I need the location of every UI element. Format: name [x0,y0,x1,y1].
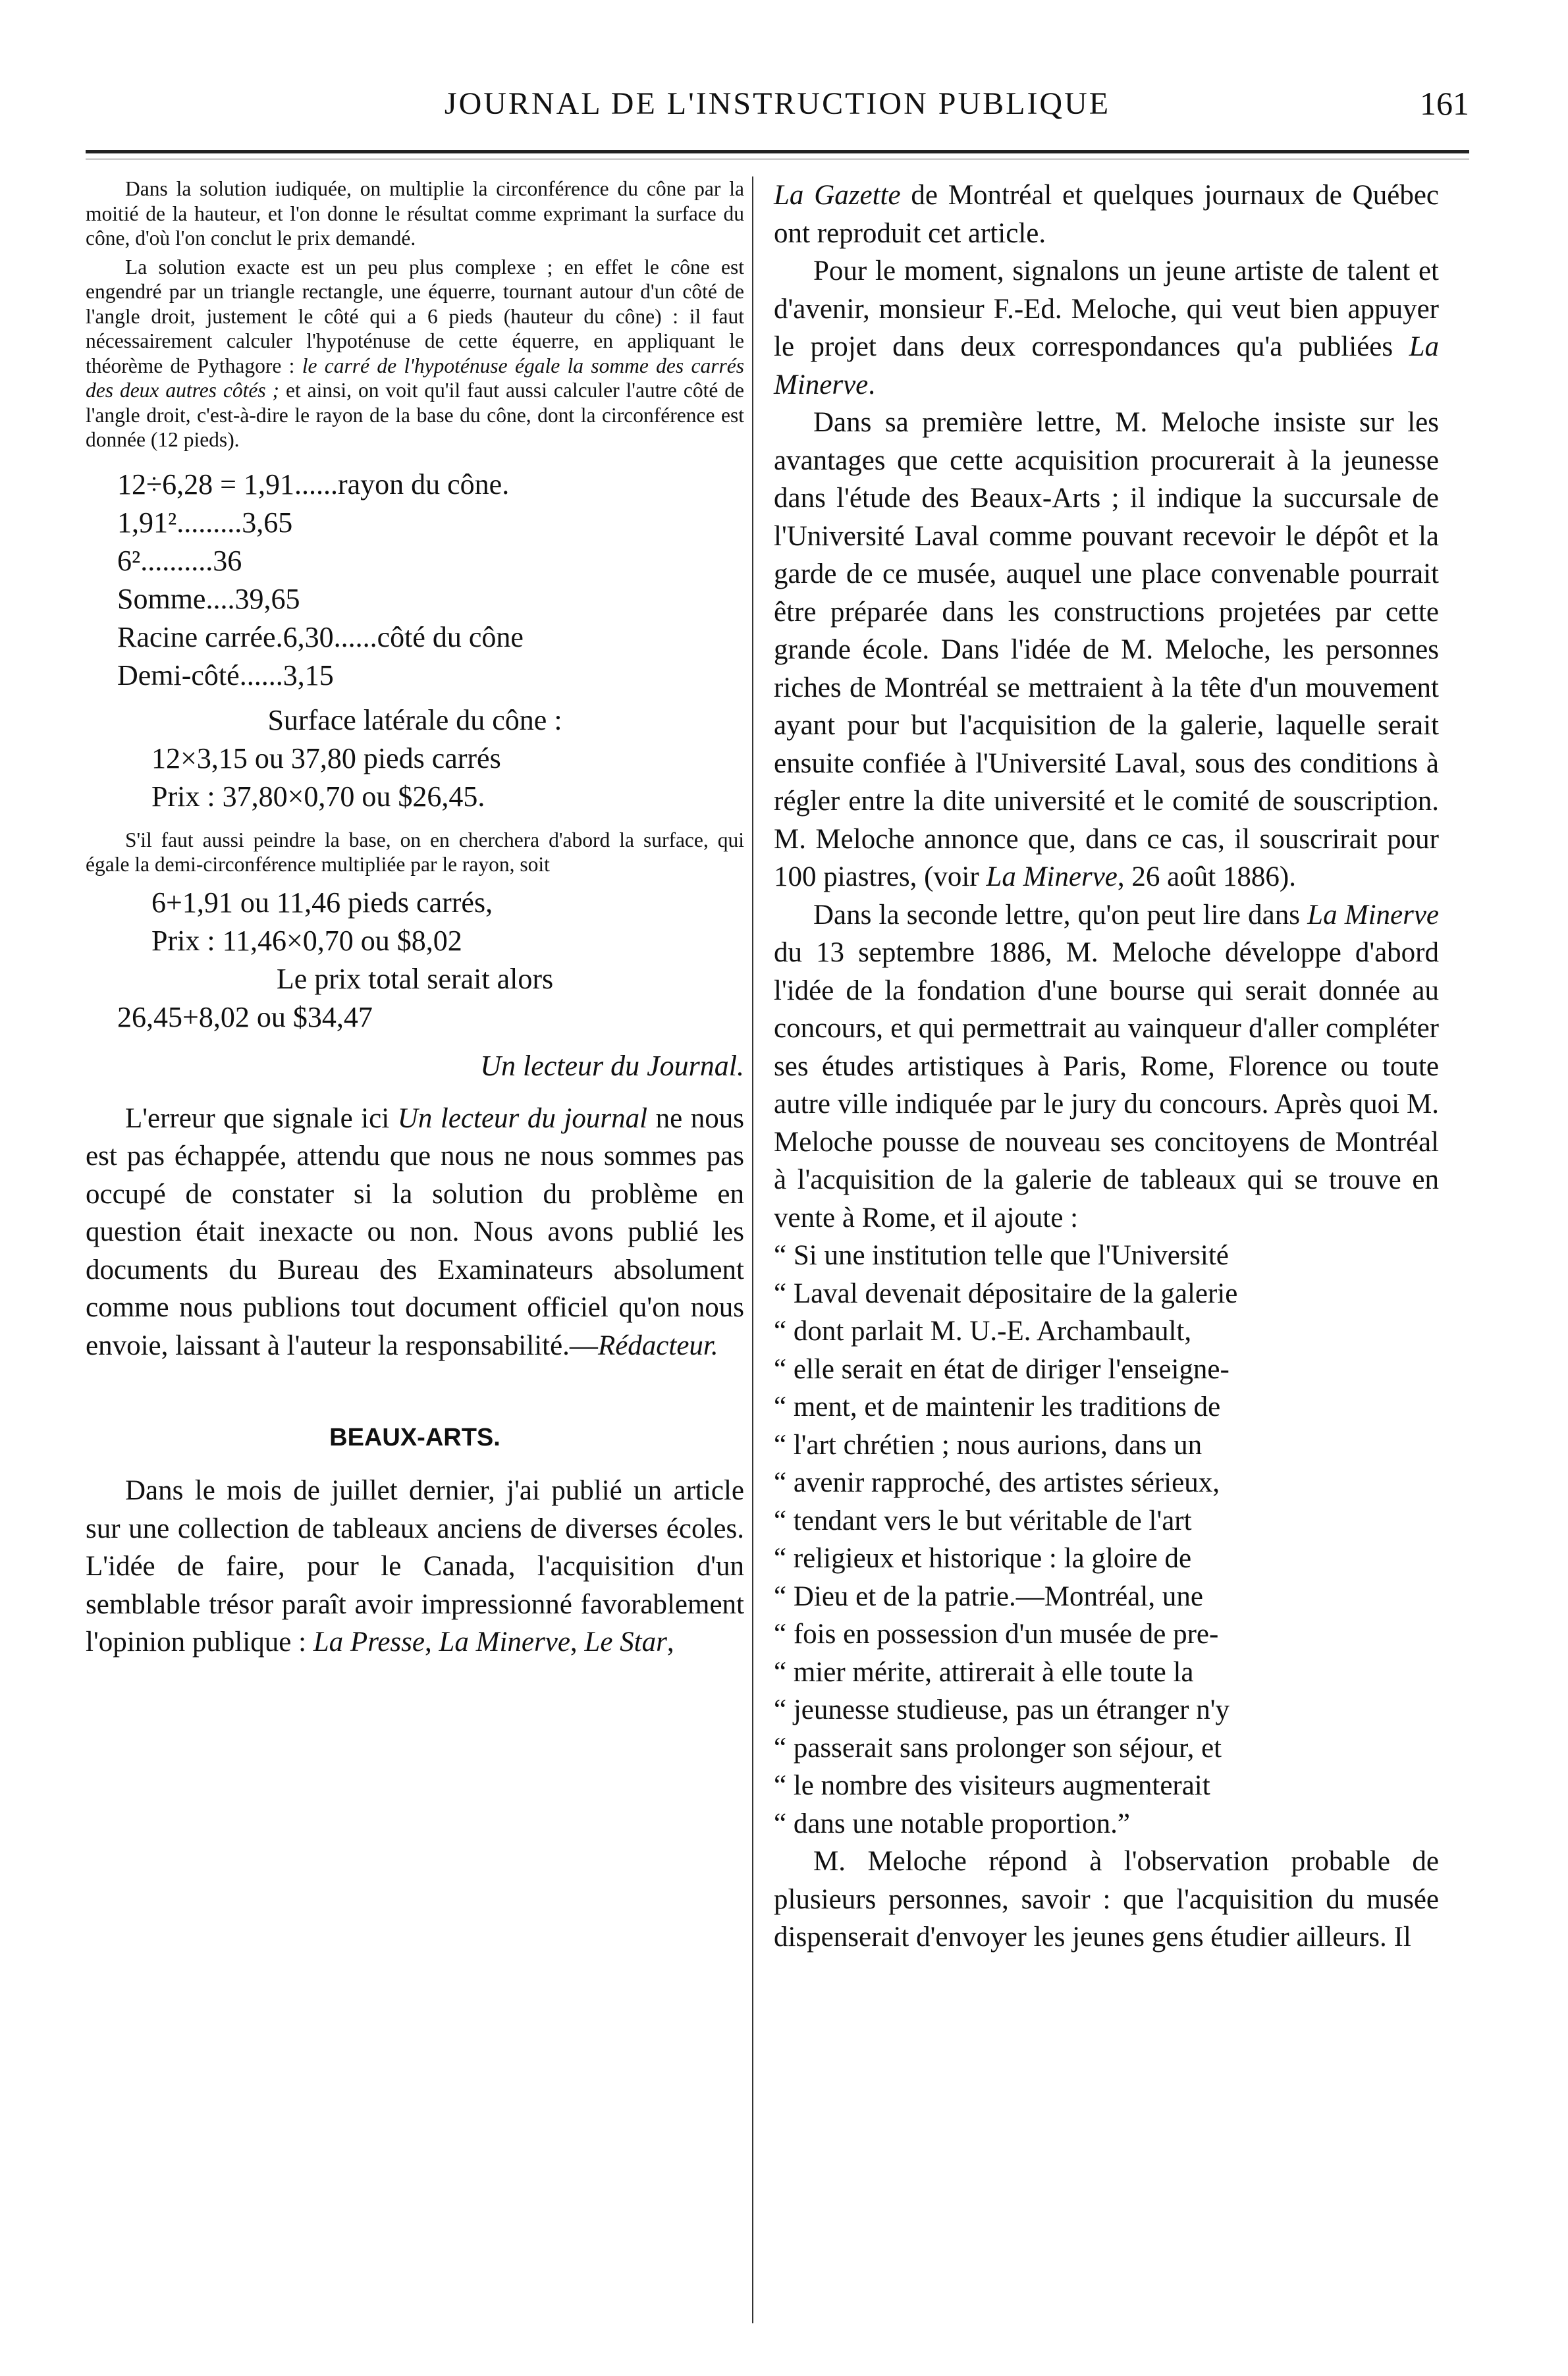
header-rule [86,150,1469,153]
quote-line: “ Laval devenait dépositaire de la galerie [774,1278,1238,1309]
quotation-block [774,1237,1439,1843]
first-letter-paragraph [774,404,1439,896]
calc-line: 1,91².........3,65 [117,506,293,539]
beaux-arts-paragraph [86,1472,744,1661]
base-paragraph: S'il faut aussi peindre la base, on en cherchera d'abord la surface, qui égale la demi-circonférence multipliée par le rayon, soit [86,828,744,876]
exact-solution-paragraph [86,255,744,452]
editor-note-text: L'erreur que signale ici [125,1102,398,1134]
left-column [86,176,744,1661]
separator: , [424,1627,439,1658]
newspaper-title: La Gazette [774,180,901,211]
separator: . [868,369,876,400]
newspaper-title: La Minerve [774,331,1439,400]
newspaper-title: La Minerve [986,861,1118,892]
calc-line: 6²..........36 [117,544,242,577]
surface-heading: Surface latérale du cône : [267,703,562,736]
section-heading: BEAUX-ARTS. [329,1424,500,1451]
calc-line: Demi-côté......3,15 [117,659,334,691]
artist-text: Pour le moment, signalons un jeune artiste de talent et d'avenir, monsieur F.-Ed. Meloche, qui veut bien appuyer le projet dans deux correspondances qu'a publiées [774,256,1439,362]
second-letter-continuation: du 13 septembre 1886, M. Meloche développe d'abord l'idée de la fondation d'une bourse qui serait donnée au concours, et qui permettrait au vainqueur d'aller compléter ses études artistiques à Paris, Rome, Florence ou toute autre ville indiquée par le jury du concours. Après quoi M. Meloche pousse de nouveau ses concitoyens de Montréal à l'acquisition de la galerie de tableaux qui se trouve en vente à Rome, et il ajoute : [774,937,1439,1233]
right-column [774,176,1439,1957]
calc-line: Prix : 37,80×0,70 ou $26,45. [151,780,485,813]
quote-line: “ mier mérite, attirerait à elle toute la [774,1656,1194,1688]
quote-line: “ elle serait en état de diriger l'enseigne- [774,1353,1230,1385]
reader-signature: Un lecteur du Journal. [480,1049,744,1082]
first-letter-text: Dans sa première lettre, M. Meloche insiste sur les avantages que cette acquisition procurerait à la jeunesse dans l'étude des Beaux-Arts ; il indique la succursale de l'Université Laval comme pouvant recevoir le dépôt et la garde de ce musée, auquel une place convenable pourrait être préparée dans les constructions projetées par cette grande école. Dans l'idée de M. Meloche, les personnes riches de Montréal se mettraient à la tête d'un mouvement ayant pour but l'acquisition de la galerie, laquelle serait ensuite confiée à l'Université Laval, sous des conditions à régler entre la dite université et le comité de souscription. M. Meloche annonce que, dans ce cas, il souscrirait pour 100 piastres, (voir [774,407,1439,892]
editor-note-citation: Un lecteur du journal [397,1102,648,1134]
calc-line: 12÷6,28 = 1,91......rayon du cône. [117,468,510,500]
calc-line: 12×3,15 ou 37,80 pieds carrés [151,742,501,774]
quote-line: “ Dieu et de la patrie.—Montréal, une [774,1580,1203,1612]
quote-line: “ religieux et historique : la gloire de [774,1543,1192,1574]
separator: , [666,1627,674,1658]
newspaper-title: La Minerve [1307,899,1440,931]
newspaper-title: La Minerve [439,1627,570,1658]
quote-line: “ jeunesse studieuse, pas un étranger n'y [774,1694,1230,1725]
total-line: 26,45+8,02 ou $34,47 [117,1000,373,1033]
solution-paragraph: Dans la solution iudiquée, on multiplie la circonférence du cône par la moitié de la hauteur, et l'on donne le résultat comme exprimant la surface du cône, d'où l'on conclut le prix demandé. [86,177,744,250]
calc-line: 6+1,91 ou 11,46 pieds carrés, [151,886,493,919]
separator: , [570,1627,585,1658]
running-head [86,79,1469,138]
artist-paragraph [774,252,1439,404]
editor-signature: Rédacteur. [597,1330,718,1361]
newspaper-title: Le Star [584,1627,667,1658]
quote-line: “ le nombre des visiteurs augmenterait [774,1770,1210,1801]
total-heading: Le prix total serait alors [276,962,554,995]
surface-calculation [151,740,744,816]
column-divider [752,176,753,2323]
quote-line: “ fois en possession d'un musée de pre- [774,1619,1219,1650]
page-title: JOURNAL DE L'INSTRUCTION PUBLIQUE [444,86,1111,121]
response-paragraph: M. Meloche répond à l'observation probable de plusieurs personnes, savoir : que l'acquisition du musée dispenserait d'envoyer les jeunes gens étudier ailleurs. Il [774,1846,1439,1953]
calc-line: Racine carrée.6,30......côté du cône [117,620,524,653]
calc-line: Prix : 11,46×0,70 ou $8,02 [151,924,462,957]
quote-line: “ Si une institution telle que l'Université [774,1240,1229,1271]
calc-line: Somme....39,65 [117,582,300,615]
newspaper-title: La Presse [313,1627,425,1658]
quote-line: “ passerait sans prolonger son séjour, et [774,1732,1222,1764]
page-number: 161 [1420,85,1469,122]
base-calculation [151,884,744,960]
quote-line: “ avenir rapproché, des artistes sérieux, [774,1467,1220,1498]
first-letter-end: , 26 août 1886). [1117,861,1296,892]
editor-note [86,1100,744,1365]
second-letter-paragraph [774,896,1439,1237]
quote-line: “ ment, et de maintenir les traditions de [774,1391,1221,1422]
exact-solution-continuation: et ainsi, on voit qu'il faut aussi calculer l'autre côté de l'angle droit, c'est-à-dire le rayon de la base du cône, dont la circonférence est donnée (12 pieds). [86,379,744,451]
quote-line: “ dans une notable proportion.” [774,1808,1130,1839]
pythagoras-statement: le carré de l'hypoténuse égale la somme des carrés des deux autres côtés ; [86,354,744,402]
quote-line: “ dont parlait M. U.-E. Archambault, [774,1316,1192,1347]
gazette-text: de Montréal et quelques journaux de Québec ont reproduit cet article. [774,180,1439,249]
beaux-arts-text: Dans le mois de juillet dernier, j'ai publié un article sur une collection de tableaux anciens de diverses écoles. L'idée de faire, pour le Canada, l'acquisition d'un semblable trésor paraît avoir impressionné favorablement l'opinion publique : [86,1475,744,1658]
calculation-block [117,466,744,695]
editor-note-continuation: ne nous est pas échappée, attendu que nous ne nous sommes pas occupé de constater si la solution du problème en question était inexacte ou non. Nous avons publié les documents du Bureau des Examinateurs absolument comme nous publions tout document officiel qu'on nous envoie, laissant à l'auteur la responsabilité.— [86,1102,744,1361]
second-letter-text: Dans la seconde lettre, qu'on peut lire dans [813,899,1308,931]
gazette-paragraph [774,176,1439,252]
quote-line: “ tendant vers le but véritable de l'art [774,1505,1192,1536]
exact-solution-text: La solution exacte est un peu plus complexe ; en effet le cône est engendré par un triangle rectangle, une équerre, tournant autour d'un côté de l'angle droit, justement le côté qui a 6 pieds (hauteur du cône) : il faut nécessairement calculer l'hypoténuse de cette équerre, en appliquant le théorème de Pythagore : [86,255,744,377]
quote-line: “ l'art chrétien ; nous aurions, dans un [774,1429,1203,1461]
